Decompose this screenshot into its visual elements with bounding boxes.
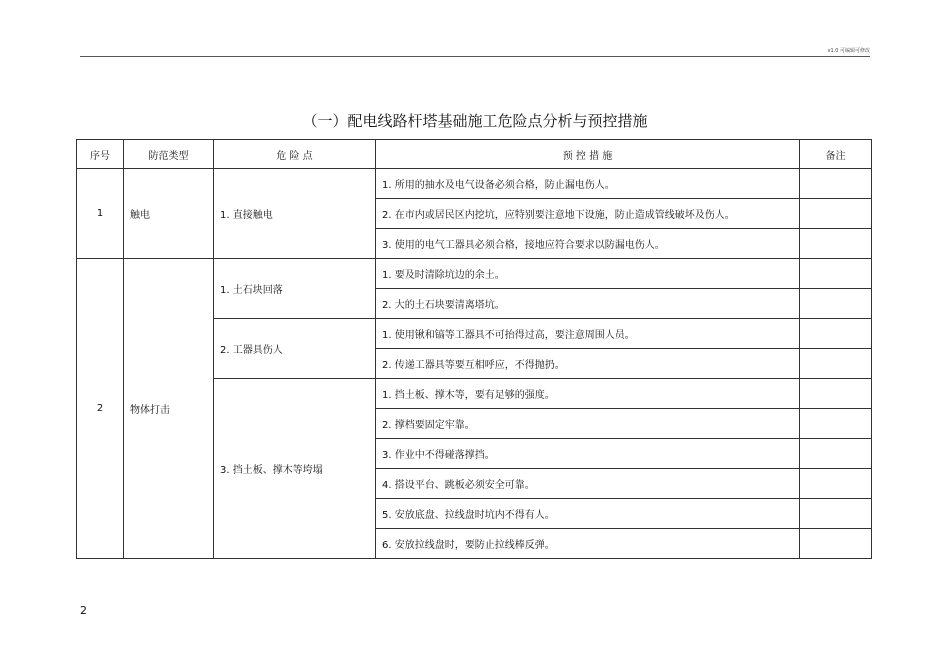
table-header-row [77, 140, 872, 169]
control-measure: 2. 大的土石块要清离塔坑。 [376, 289, 800, 319]
remark-cell [800, 439, 872, 469]
control-measure: 2. 撑档要固定牢靠。 [376, 409, 800, 439]
header-rule [80, 56, 870, 57]
col-header-remark: 备注 [800, 140, 872, 169]
row-number: 2 [77, 259, 124, 559]
control-measure: 1. 所用的抽水及电气设备必须合格，防止漏电伤人。 [376, 169, 800, 199]
control-measure: 1. 要及时清除坑边的余土。 [376, 259, 800, 289]
control-measure: 1. 挡土板、撑木等，要有足够的强度。 [376, 379, 800, 409]
remark-cell [800, 169, 872, 199]
hazard-point: 1. 土石块回落 [214, 259, 376, 319]
control-measure: 4. 搭设平台、跳板必须安全可靠。 [376, 469, 800, 499]
remark-cell [800, 289, 872, 319]
page-number: 2 [80, 604, 87, 617]
col-header-no: 序号 [77, 140, 124, 169]
remark-cell [800, 409, 872, 439]
control-measure: 2. 在市内或居民区内挖坑，应特别要注意地下设施，防止造成管线破坏及伤人。 [376, 199, 800, 229]
remark-cell [800, 349, 872, 379]
control-measure: 2. 传递工器具等要互相呼应，不得抛扔。 [376, 349, 800, 379]
hazard-point: 2. 工器具伤人 [214, 319, 376, 379]
header-version-note: v1.0 可编辑可修改 [827, 48, 870, 54]
remark-cell [800, 319, 872, 349]
table-row [77, 259, 872, 289]
hazard-analysis-table [76, 139, 872, 559]
remark-cell [800, 199, 872, 229]
control-measure: 6. 安放拉线盘时，要防止拉线棒反弹。 [376, 529, 800, 559]
control-measure: 5. 安放底盘、拉线盘时坑内不得有人。 [376, 499, 800, 529]
table-row [77, 169, 872, 199]
hazard-type: 物体打击 [124, 259, 214, 559]
remark-cell [800, 229, 872, 259]
document-title: （一）配电线路杆塔基础施工危险点分析与预控措施 [302, 112, 648, 130]
remark-cell [800, 379, 872, 409]
col-header-point: 危 险 点 [214, 140, 376, 169]
control-measure: 3. 作业中不得碰落撑挡。 [376, 439, 800, 469]
col-header-measure: 预 控 措 施 [376, 140, 800, 169]
remark-cell [800, 469, 872, 499]
remark-cell [800, 259, 872, 289]
remark-cell [800, 529, 872, 559]
hazard-point: 3. 挡土板、撑木等垮塌 [214, 379, 376, 559]
row-number: 1 [77, 169, 124, 259]
remark-cell [800, 499, 872, 529]
control-measure: 3. 使用的电气工器具必须合格，接地应符合要求以防漏电伤人。 [376, 229, 800, 259]
hazard-type: 触电 [124, 169, 214, 259]
control-measure: 1. 使用锹和镐等工器具不可抬得过高，要注意周围人员。 [376, 319, 800, 349]
hazard-point: 1. 直接触电 [214, 169, 376, 259]
col-header-type: 防范类型 [124, 140, 214, 169]
